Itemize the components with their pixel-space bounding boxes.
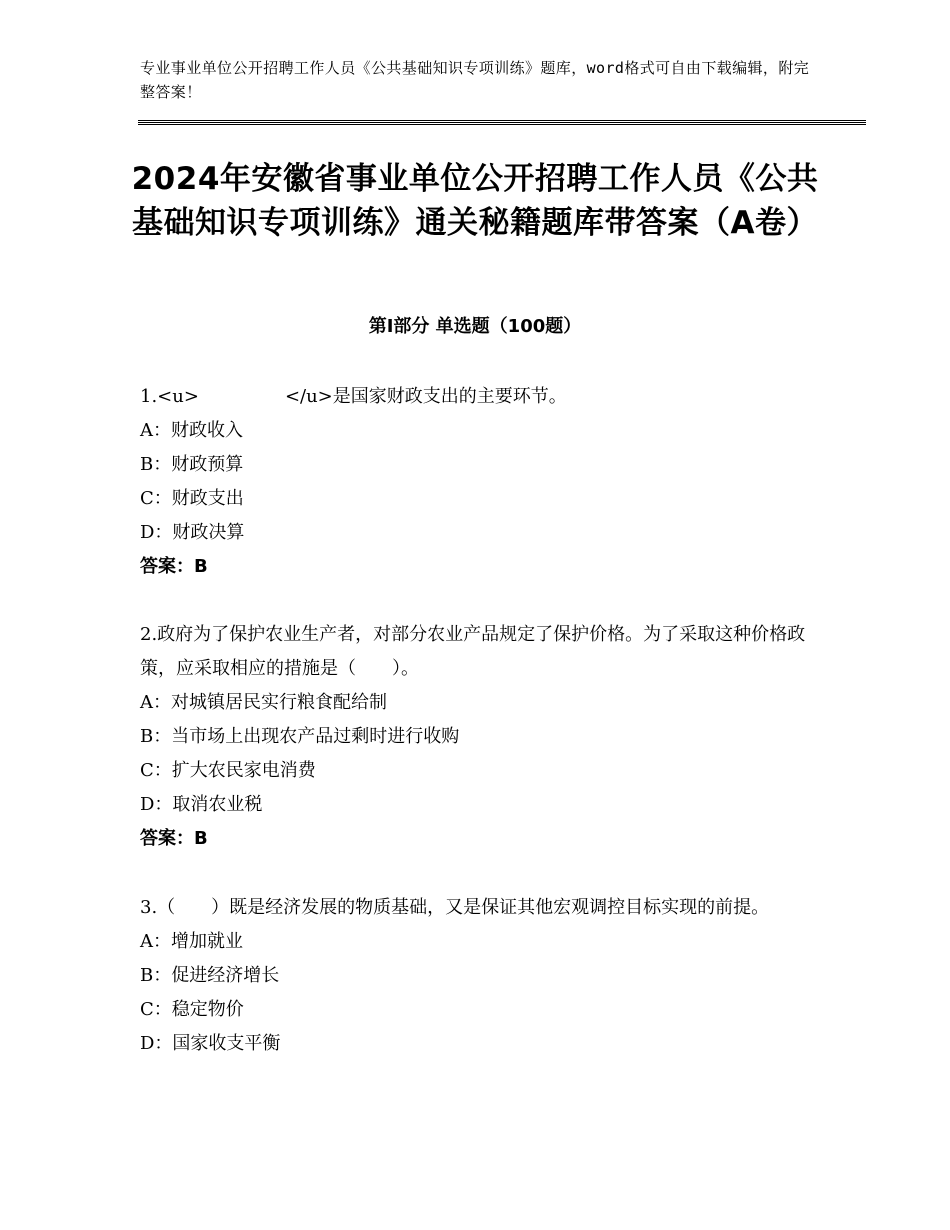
- question-2: [140, 618, 810, 856]
- option-c: C：财政支出: [140, 488, 244, 509]
- header-divider: [138, 120, 866, 125]
- question-stem: 2.政府为了保护农业生产者，对部分农业产品规定了保护价格。为了采取这种价格政策，应采取相应的措施是（ ）。: [140, 624, 806, 679]
- option-c: C：稳定物价: [140, 999, 244, 1020]
- option-b: B：财政预算: [140, 454, 244, 475]
- option-a: A：对城镇居民实行粮食配给制: [140, 692, 387, 713]
- option-a: A：增加就业: [140, 931, 243, 952]
- question-stem-suffix: </u>是国家财政支出的主要环节。: [284, 386, 567, 407]
- question-3: [140, 891, 810, 1061]
- section-heading: 第Ⅰ部分 单选题（100题）: [368, 316, 582, 337]
- question-1: [140, 380, 810, 584]
- option-b: B：促进经济增长: [140, 965, 280, 986]
- question-stem: [140, 380, 810, 414]
- header-note: 专业事业单位公开招聘工作人员《公共基础知识专项训练》题库，word格式可自由下载编辑，附完整答案！: [140, 59, 810, 101]
- option-d: D：取消农业税: [140, 794, 263, 815]
- question-stem-prefix: 1.<u>: [140, 386, 199, 407]
- option-a: A：财政收入: [140, 420, 243, 441]
- option-d: D：国家收支平衡: [140, 1033, 281, 1054]
- answer-line: 答案：B: [140, 556, 208, 577]
- option-b: B：当市场上出现农产品过剩时进行收购: [140, 726, 460, 747]
- question-stem: 3.（ ）既是经济发展的物质基础，又是保证其他宏观调控目标实现的前提。: [140, 897, 770, 918]
- answer-line: 答案：B: [140, 828, 208, 849]
- option-c: C：扩大农民家电消费: [140, 760, 316, 781]
- document-title: 2024年安徽省事业单位公开招聘工作人员《公共基础知识专项训练》通关秘籍题库带答案（A卷）: [131, 161, 819, 241]
- option-d: D：财政决算: [140, 522, 245, 543]
